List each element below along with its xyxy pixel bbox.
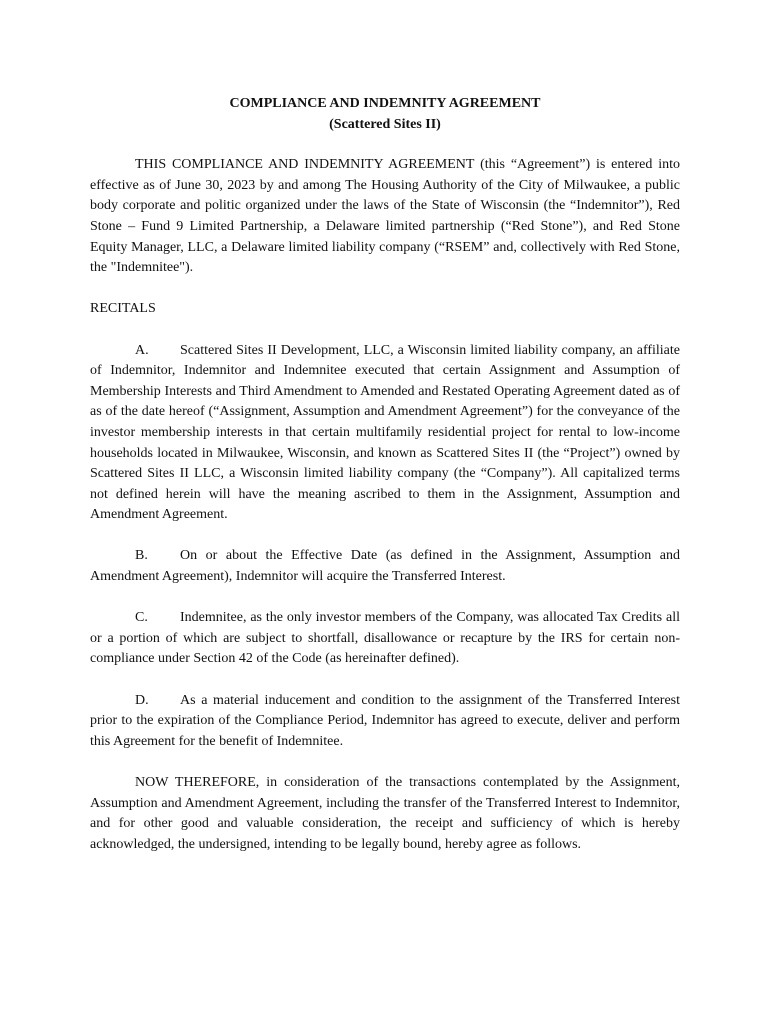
- recital-letter: D.: [135, 692, 149, 708]
- recitals-heading: RECITALS: [90, 301, 156, 317]
- document-title: COMPLIANCE AND INDEMNITY AGREEMENT: [229, 96, 541, 111]
- recital-a: [90, 341, 680, 526]
- recital-letter: A.: [135, 342, 149, 358]
- recital-letter: B.: [135, 548, 148, 564]
- recital-d: [90, 691, 680, 753]
- recital-text: On or about the Effective Date (as defined in the Assignment, Assumption and Amendment Agreement), Indemnitor will acquire the Transferred Interest.: [90, 548, 680, 585]
- recital-text: As a material inducement and condition to the assignment of the Transferred Interest prior to the expiration of the Compliance Period, Indemnitor has agreed to execute, deliver and perform this Agreement for the benefit of Indemnitee.: [90, 692, 680, 749]
- closing-paragraph: NOW THEREFORE, in consideration of the transactions contemplated by the Assignment, Assumption and Amendment Agreement, including the transfer of the Transferred Interest to Indemnitor, and for other good and valuable consideration, the receipt and sufficiency of which is hereby acknowledged, the undersigned, intending to be legally bound, hereby agree as follows.: [90, 775, 680, 852]
- recital-text: Indemnitee, as the only investor members of the Company, was allocated Tax Credits all or a portion of which are subject to shortfall, disallowance or recapture by the IRS for certain non-compliance under Section 42 of the Code (as hereinafter defined).: [90, 610, 680, 667]
- recital-b: [90, 546, 680, 587]
- document-subtitle: (Scattered Sites II): [329, 116, 441, 132]
- recital-c: [90, 608, 680, 670]
- recital-text: Scattered Sites II Development, LLC, a Wisconsin limited liability company, an affiliate of Indemnitor, Indemnitor and Indemnitee executed that certain Assignment and Assumption of Membership Interests and Third Amendment to Amended and Restated Operating Agreement dated as of as of the date hereof (“Assignment, Assumption and Amendment Agreement”) for the conveyance of the investor membership interests in that certain multifamily residential project for rental to low-income households located in Milwaukee, Wisconsin, and known as Scattered Sites II (the “Project”) owned by Scattered Sites II LLC, a Wisconsin limited liability company (the “Company”). All capitalized terms not defined herein will have the meaning ascribed to them in the Assignment, Assumption and Amendment Agreement.: [90, 342, 680, 523]
- document-page: [90, 94, 680, 876]
- recital-letter: C.: [135, 610, 148, 626]
- intro-paragraph: THIS COMPLIANCE AND INDEMNITY AGREEMENT (this “Agreement”) is entered into effective as of June 30, 2023 by and among The Housing Authority of the City of Milwaukee, a public body corporate and politic organized under the laws of the State of Wisconsin (the “Indemnitor”), Red Stone – Fund 9 Limited Partnership, a Delaware limited partnership (“Red Stone”), and Red Stone Equity Manager, LLC, a Delaware limited liability company (“RSEM” and, collectively with Red Stone, the "Indemnitee").: [90, 157, 680, 276]
